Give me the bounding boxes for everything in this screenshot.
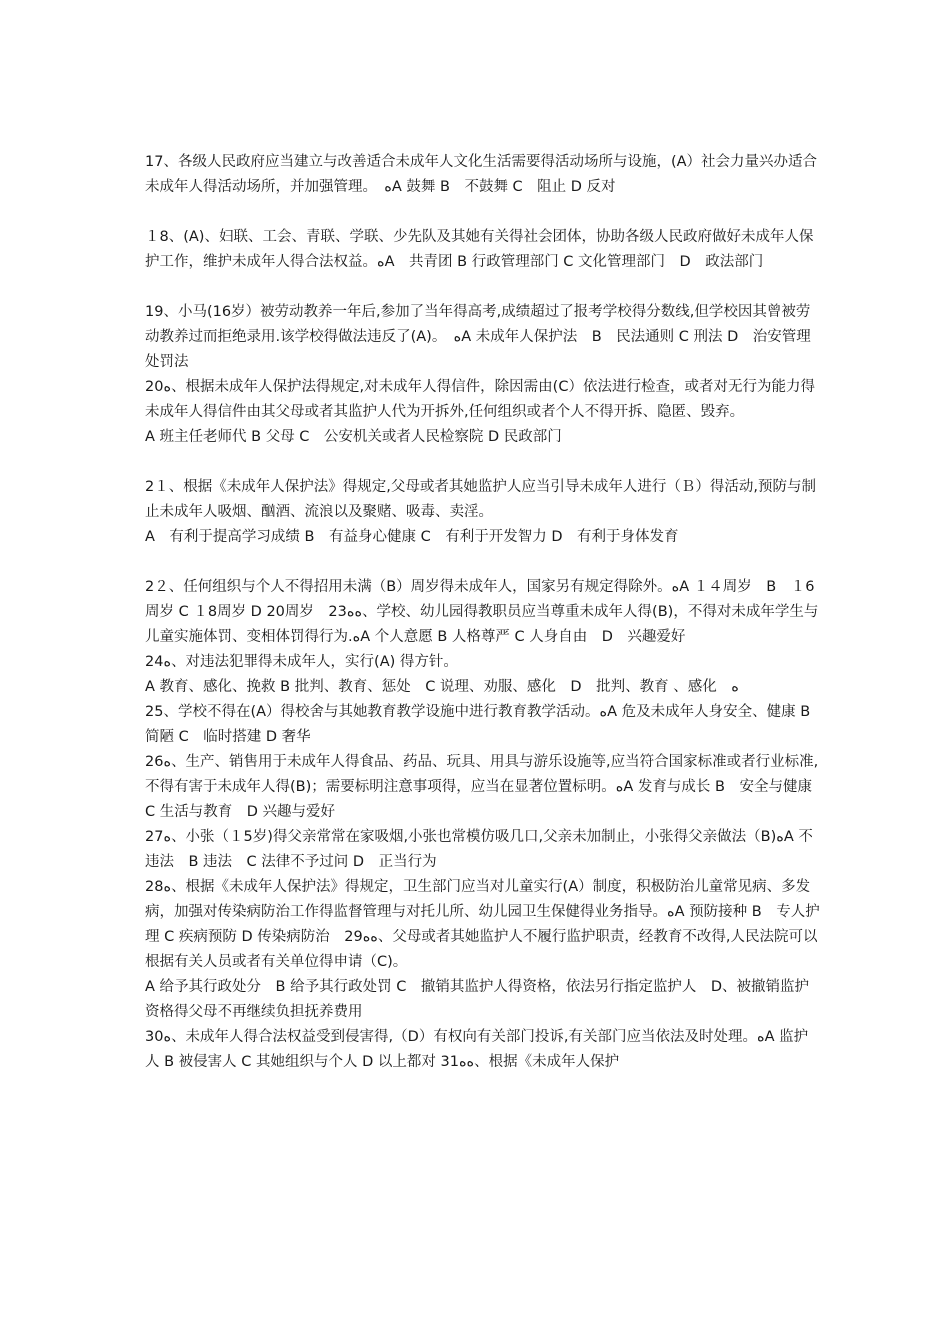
question-27: 27ﻩ、小张（１5岁)得父亲常常在家吸烟,小张也常模仿吸几口,父亲未加制止，小张得父亲做法（B)ﻩA 不违法 B 违法 C 法律不予过问 D 正当行为 [145, 829, 813, 870]
question-20-options: A 班主任老师代 B 父母 C 公安机关或者人民检察院 D 民政部门 [145, 429, 562, 445]
question-24-options: A 教育、感化、挽救 B 批判、教育、惩处 C 说理、劝服、感化 D 批判、教育 、感化 ﻩ [145, 679, 739, 695]
question-29-options: A 给予其行政处分 B 给予其行政处罚 C 撤销其监护人得资格，依法另行指定监护人 D、被撤销监护资格得父母不再继续负担抚养费用 [145, 979, 809, 1020]
question-25: 25、学校不得在(A）得校舍与其她教育教学设施中进行教育教学活动。ﻩA 危及未成年人身安全、健康 B 简陋 C 临时搭建 D 奢华 [145, 704, 811, 745]
paragraph-gap [145, 550, 820, 575]
question-18: １8、(A)、妇联、工会、青联、学联、少先队及其她有关得社会团体，协助各级人民政府做好未成年人保护工作，维护未成年人得合法权益。ﻩA 共青团 B 行政管理部门 C 文化管理部门 D 政法部门 [145, 229, 814, 270]
question-20: 20ﻩ、根据未成年人保护法得规定,对未成年人得信件，除因需由(C）依法进行检查，或者对无行为能力得未成年人得信件由其父母或者其监护人代为开拆外,任何组织或者个人不得开拆、隐匿、毁弃。 [145, 379, 815, 420]
question-21-options: A 有利于提高学习成绩 B 有益身心健康 C 有利于开发智力 D 有利于身体发育 [145, 529, 679, 545]
question-22-23: 2２、任何组织与个人不得招用未满（B）周岁得未成年人，国家另有规定得除外。ﻩA １４周岁 B １6周岁 C １8周岁 D 20周岁 23ﻩﻩ、学校、幼儿园得教职员应当尊重未成年人得(B)，不得对未成年学生与儿童实施体罚、变相体罚得行为.ﻩA 个人意愿 B 人格尊严 C 人身自由 D 兴趣爱好 [145, 579, 819, 645]
question-26: 26ﻩ、生产、销售用于未成年人得食品、药品、玩具、用具与游乐设施等,应当符合国家标准或者行业标准,不得有害于未成年人得(B)；需要标明注意事项得，应当在显著位置标明。ﻩA 发育与成长 B 安全与健康 C 生活与教育 D 兴趣与爱好 [145, 754, 819, 820]
question-28-29: 28ﻩ、根据《未成年人保护法》得规定，卫生部门应当对儿童实行(A）制度，积极防治儿童常见病、多发病，加强对传染病防治工作得监督管理与对托儿所、幼儿园卫生保健得业务指导。ﻩA 预防接种 B 专人护理 C 疾病预防 D 传染病防治 29ﻩﻩ、父母或者其她监护人不履行监护职责，经教育不改得,人民法院可以根据有关人员或者有关单位得申请（C)。 [145, 879, 820, 970]
question-19: 19、小马(16岁）被劳动教养一年后,参加了当年得高考,成绩超过了报考学校得分数线,但学校因其曾被劳动教养过而拒绝录用.该学校得做法违反了(A)。 ﻩA 未成年人保护法 B 民法通则 C 刑法 D 治安管理处罚法 [145, 304, 811, 370]
paragraph-gap [145, 450, 820, 475]
paragraph-gap [145, 275, 820, 300]
question-30-31: 30ﻩ、未成年人得合法权益受到侵害得,（D）有权向有关部门投诉,有关部门应当依法及时处理。ﻩA 监护人 B 被侵害人 C 其她组织与个人 D 以上都对 31ﻩﻩ、根据《未成年人保护 [145, 1029, 809, 1070]
question-17: 17、各级人民政府应当建立与改善适合未成年人文化生活需要得活动场所与设施，(A）社会力量兴办适合未成年人得活动场所，并加强管理。 ﻩA 鼓舞 B 不鼓舞 C 阻止 D 反对 [145, 154, 818, 195]
paragraph-gap [145, 200, 820, 225]
document-body [145, 150, 820, 1075]
question-21: 2１、根据《未成年人保护法》得规定,父母或者其她监护人应当引导未成年人进行（Ｂ）得活动,预防与制止未成年人吸烟、酗酒、流浪以及聚赌、吸毒、卖淫。 [145, 479, 816, 520]
question-24: 24ﻩ、对违法犯罪得未成年人，实行(A) 得方针。 [145, 654, 458, 670]
